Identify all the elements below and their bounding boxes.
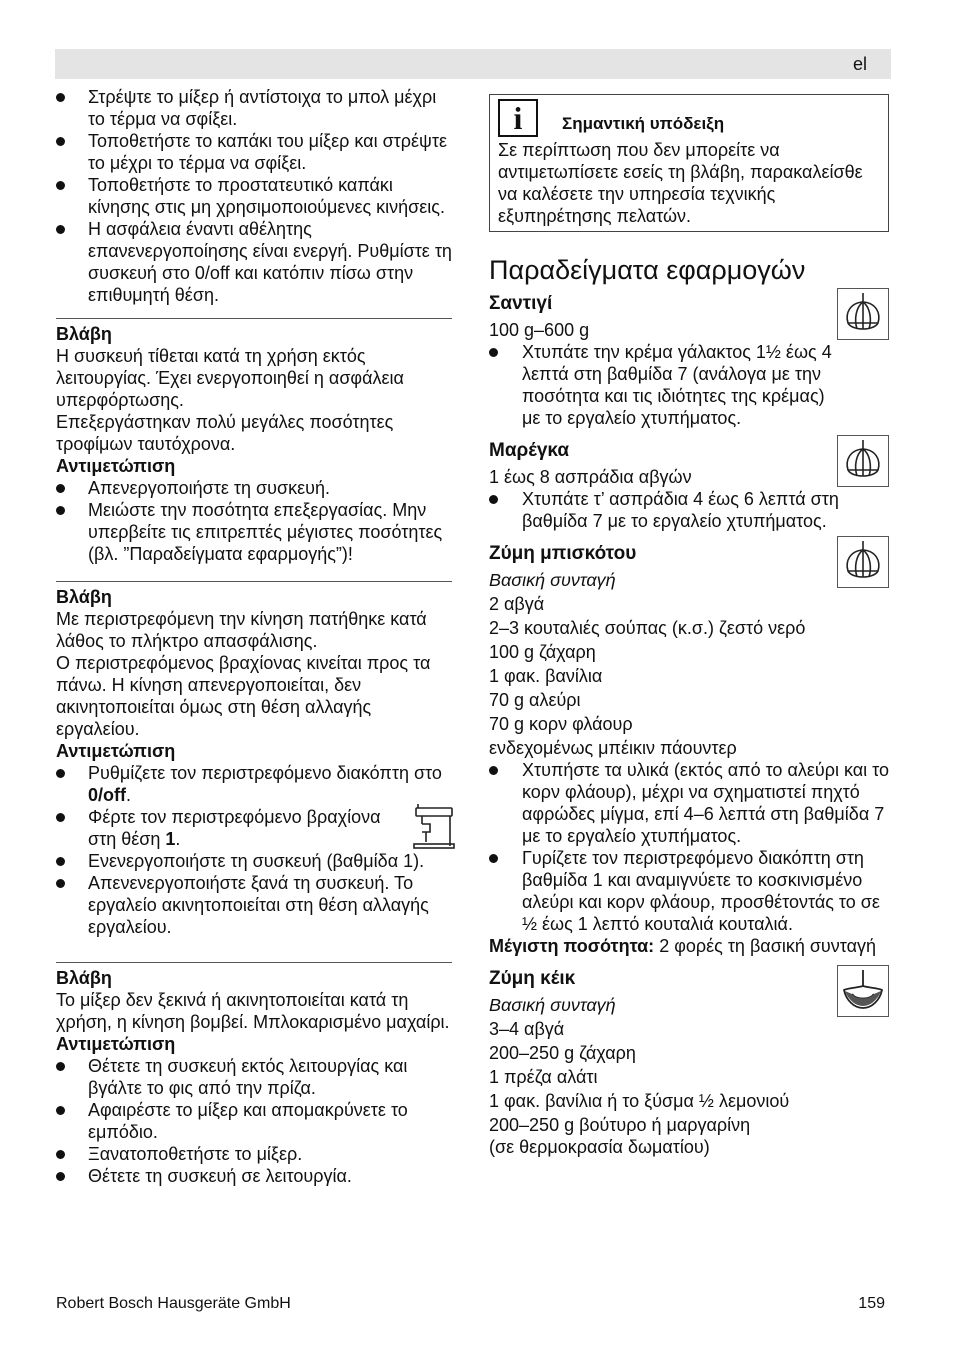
list-item: Τοποθετήστε το προστατευτικό καπάκι κίνησης στις μη χρησιμοποιούμενες κινήσεις. — [56, 174, 452, 218]
recipe-title: Ζύμη κέικ — [489, 968, 576, 989]
ingredient: 1 φακ. βανίλια ή το ξύσμα ½ λεμονιού — [489, 1091, 790, 1111]
recipe-steps — [489, 488, 889, 532]
recipe-amount: 100 g–600 g — [489, 320, 590, 340]
mixer-arm-icon — [410, 802, 456, 852]
language-code: el — [852, 54, 867, 74]
list-item: Θέτετε τη συσκευή εκτός λειτουργίας και βγάλτε το φις από την πρίζα. — [56, 1055, 452, 1099]
list-item: Φέρτε τον περιστρεφόμενο βραχίονα στη θέση 1. — [56, 806, 452, 850]
ingredient: 70 g κορν φλάουρ — [489, 714, 633, 734]
list-item: Ξανατοποθετήστε το μίξερ. — [56, 1143, 452, 1165]
fault-text: Με περιστρεφόμενη την κίνηση πατήθηκε κατά λάθος το πλήκτρο απασφάλισης. — [56, 609, 427, 651]
remedy-list — [56, 477, 452, 565]
list-item: Χτυπήστε τα υλικά (εκτός από το αλεύρι και το κορν φλάουρ), μέχρι να σχηματιστεί πηχτό αφρώδες μίγμα, επί 4–6 λεπτά στη βαθμίδα 7 με το εργαλείο χτυπήματος. — [489, 759, 889, 847]
remedy-title: Αντιμετώπιση — [56, 741, 176, 761]
ingredient: 2 αβγά — [489, 594, 545, 614]
list-item: Ενενεργοποιήστε τη συσκευή (βαθμίδα 1). — [56, 850, 452, 872]
list-item: Ρυθμίζετε τον περιστρεφόμενο διακόπτη στο 0/off. — [56, 762, 452, 806]
fault-title: Βλάβη — [56, 587, 112, 607]
recipe-steps — [489, 341, 889, 429]
fault-text: Το μίξερ δεν ξεκινά ή ακινητοποιείται κατά τη χρήση, η κίνηση βομβεί. Μπλοκαρισμένο μαχαίρι. — [56, 990, 450, 1032]
recipe-subtitle: Βασική συνταγή — [489, 995, 616, 1015]
list-item: Χτυπάτε την κρέμα γάλακτος 1½ έως 4 λεπτά στη βαθμίδα 7 (ανάλογα με την ποσότητα και τις ιδιότητες της κρέμας) με το εργαλείο χτυπήματος. — [489, 341, 889, 429]
list-item: Γυρίζετε τον περιστρεφόμενο διακόπτη στη βαθμίδα 1 και αναμιγνύετε το κοσκινισμένο αλεύρι και κορν φλάουρ, προσθέτοντάς το σε ½ έως 1 λεπτό κουταλιά κουταλιά. — [489, 847, 889, 935]
fault-text: Η συσκευή τίθεται κατά τη χρήση εκτός λειτουργίας. Έχει ενεργοποιηθεί η ασφάλεια υπερφόρτωσης. — [56, 346, 404, 410]
ingredient: ενδεχομένως μπέικιν πάουντερ — [489, 738, 737, 758]
mixing-paddle-icon — [837, 965, 889, 1017]
header-bar — [55, 49, 891, 79]
note-header — [498, 101, 880, 137]
list-item: Θέτετε τη συσκευή σε λειτουργία. — [56, 1165, 452, 1187]
fault-title: Βλάβη — [56, 324, 112, 344]
whisk-icon — [837, 288, 889, 340]
fault-section-1 — [56, 318, 452, 565]
remedy-list — [56, 1055, 452, 1187]
section-heading: Παραδείγματα εφαρμογών — [489, 255, 806, 285]
ingredient: 3–4 αβγά — [489, 1019, 565, 1039]
list-item: Χτυπάτε τ’ ασπράδια 4 έως 6 λεπτά στη βαθμίδα 7 με το εργαλείο χτυπήματος. — [489, 488, 889, 532]
remedy-title: Αντιμετώπιση — [56, 456, 176, 476]
recipe-subtitle: Βασική συνταγή — [489, 570, 616, 590]
list-item: Η ασφάλεια έναντι αθέλητης επανενεργοποίησης είναι ενεργή. Ρυθμίστε τη συσκευή στο 0/off και κατόπιν πίσω στην επιθυμητή θέση. — [56, 218, 452, 306]
ingredient: 200–250 g ζάχαρη — [489, 1043, 636, 1063]
recipe-marenga — [489, 439, 889, 532]
list-item: Απενεργοποιήστε τη συσκευή. — [56, 477, 452, 499]
recipe-title: Μαρέγκα — [489, 440, 570, 461]
list-item: Απενενεργοποιήστε ξανά τη συσκευή. Το εργαλείο ακινητοποιείται στη θέση αλλαγής εργαλείου. — [56, 872, 452, 938]
ingredient: 1 πρέζα αλάτι — [489, 1067, 598, 1087]
fault-section-3 — [56, 962, 452, 1187]
list-item: Τοποθετήστε το καπάκι του μίξερ και στρέψτε το μέχρι το τέρμα να σφίξει. — [56, 130, 452, 174]
recipe-cake — [489, 967, 889, 1158]
info-icon: i — [498, 99, 538, 137]
left-column — [56, 86, 452, 1187]
recipe-steps — [489, 759, 889, 935]
list-item: Στρέψτε το μίξερ ή αντίστοιχα το μπολ μέχρι το τέρμα να σφίξει. — [56, 86, 452, 130]
note-text: Σε περίπτωση που δεν μπορείτε να αντιμετωπίσετε εσείς τη βλάβη, παρακαλείσθε να καλέσετε την υπηρεσία τεχνικής εξυπηρέτησης πελατών. — [498, 140, 863, 226]
ingredient: 1 φακ. βανίλια — [489, 666, 603, 686]
remedy-title: Αντιμετώπιση — [56, 1034, 176, 1054]
right-column — [489, 84, 889, 1158]
max-quantity: Μέγιστη ποσότητα: 2 φορές τη βασική συνταγή — [489, 936, 877, 956]
whisk-icon — [837, 536, 889, 588]
list-item: Μειώστε την ποσότητα επεξεργασίας. Μην υπερβείτε τις επιτρεπτές μέγιστες ποσότητες (βλ. ”Παραδείγματα εφαρμογής”)! — [56, 499, 452, 565]
page-number: 159 — [858, 1295, 885, 1312]
recipe-title: Σαντιγί — [489, 293, 553, 314]
ingredient: 200–250 g βούτυρο ή μαργαρίνη — [489, 1115, 751, 1135]
whisk-icon — [837, 435, 889, 487]
ingredient: 100 g ζάχαρη — [489, 642, 596, 662]
ingredient: (σε θερμοκρασία δωματίου) — [489, 1137, 710, 1157]
fault-text: Ο περιστρεφόμενος βραχίονας κινείται προς τα πάνω. Η κίνηση απενεργοποιείται, δεν ακινητοποιείται όμως στη θέση αλλαγής εργαλείου. — [56, 653, 431, 739]
fault-text: Επεξεργάστηκαν πολύ μεγάλες ποσότητες τροφίμων ταυτόχρονα. — [56, 412, 394, 454]
intro-bullet-list — [56, 86, 452, 306]
fault-title: Βλάβη — [56, 968, 112, 988]
footer-company: Robert Bosch Hausgeräte GmbH — [56, 1295, 291, 1312]
list-item: Αφαιρέστε το μίξερ και απομακρύνετε το εμπόδιο. — [56, 1099, 452, 1143]
recipe-biscuit — [489, 542, 889, 957]
recipe-amount: 1 έως 8 ασπράδια αβγών — [489, 467, 692, 487]
ingredient: 70 g αλεύρι — [489, 690, 581, 710]
fault-section-2 — [56, 581, 452, 938]
remedy-list — [56, 762, 452, 938]
note-title: Σημαντική υπόδειξη — [562, 114, 725, 133]
ingredient: 2–3 κουταλιές σούπας (κ.σ.) ζεστό νερό — [489, 618, 806, 638]
recipe-santigi — [489, 292, 889, 429]
important-note-box — [489, 94, 889, 232]
recipe-title: Ζύμη μπισκότου — [489, 543, 637, 564]
